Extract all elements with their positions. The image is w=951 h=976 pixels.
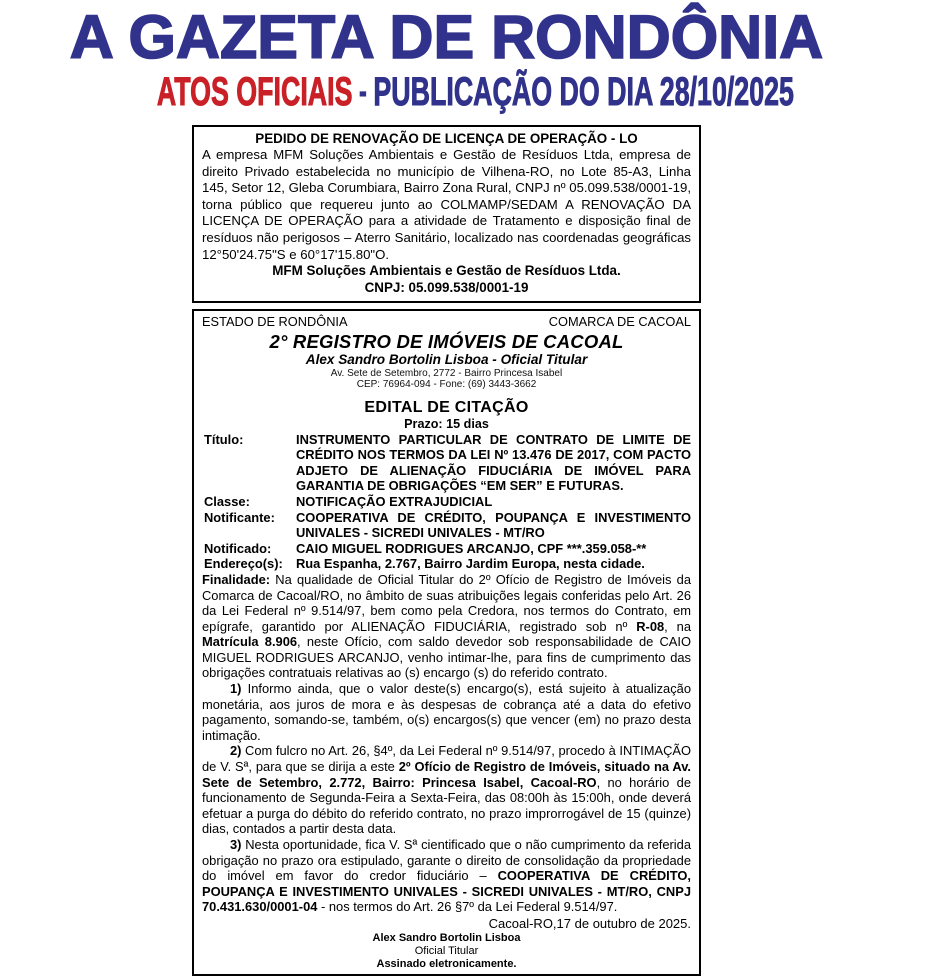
field-label-notificado: Notificado: (204, 540, 272, 556)
license-company-name: MFM Soluções Ambientais e Gestão de Resíduos Ltda. (272, 263, 621, 279)
registry-contact: CEP: 76964-094 - Fone: (69) 3443-3662 (356, 379, 537, 391)
item-paragraph-1: 1) Informo ainda, que o valor deste(s) encargo(s), está sujeito à atualização monetária, aos juros de mora e às despesas de cobrança até a data do efetivo pagamento, somando-se, também, o(s) encargos(s) que vencer (em) no prazo desta intimação. (202, 681, 691, 743)
item-paragraph-3: 3) Nesta oportunidade, fica V. Sª cientificado que o não cumprimento da referida obrigação no prazo ora estipulado, garante o direito de consolidação da propriedade do imóvel em favor do credor fiduciário – COOPERATIVA DE CRÉDITO, POUPANÇA E INVESTIMENTO UNIVALES - SICREDI UNIVALES - MT/RO, CNPJ 70.431.630/0001-04 - nos termos do Art. 26 §7º da Lei Federal 9.514/97. (202, 837, 691, 915)
signer-role: Oficial Titular (414, 944, 479, 957)
newspaper-title: A GAZETA DE RONDÔNIA (69, 3, 824, 71)
registry-title: 2° REGISTRO DE IMÓVEIS DE CACOAL (269, 330, 624, 352)
finalidade-paragraph: Finalidade: Na qualidade de Oficial Titular do 2º Ofício de Registro de Imóveis da Comarca de Cacoal/RO, no âmbito de suas atribuições legais conferidas pelo Art. 26 da Lei Federal nº 9.514/97, bem como pela Credora, nos termos do Contrato, em epígrafe, garantido por ALIENAÇÃO FIDUCIÁRIA, registrado sob nº R-08, na Matrícula 8.906, neste Ofício, com saldo devedor sob responsabilidade de CAIO MIGUEL RODRIGUES ARCANJO, venho intimar-lhe, para fins de cumprimento das obrigações contratuais relativas ao (s) encargo (s) do referido contrato. (202, 571, 691, 681)
comarca-label: COMARCA DE CACOAL (548, 313, 691, 329)
signature-note: Assinado eletronicamente. (376, 957, 517, 970)
license-company-cnpj: CNPJ: 05.099.538/0001-19 (364, 279, 529, 295)
item-paragraph-2: 2) Com fulcro no Art. 26, §4º, da Lei Federal nº 9.514/97, procedo à INTIMAÇÃO de V. Sª, para que se dirija a este 2º Ofício de Registro de Imóveis, situado na Av. Sete de Setembro, 2.772, Bairro: Princesa Isabel, Cacoal-RO, no horário de funcionamento de Segunda-Feira a Sexta-Feira, das 08:00h às 15:00h, onde deverá efetuar a purga do débito do referido contrato, no prazo improrrogável de 15 (quinze) dias, contados a partir desta data. (202, 743, 691, 837)
state-label: ESTADO DE RONDÔNIA (202, 313, 348, 329)
field-value-titulo: INSTRUMENTO PARTICULAR DE CONTRATO DE LIMITE DE CRÉDITO NOS TERMOS DA LEI Nº 13.476 DE 2017, COM PACTO ADJETO DE ALIENAÇÃO FIDUCIÁRIA DE IMÓVEL PARA GARANTIA DE OBRIGAÇÕES “EM SER” E FUTURAS. (296, 431, 691, 494)
edital-fields (202, 432, 691, 572)
edital-title: EDITAL DE CITAÇÃO (364, 398, 529, 416)
field-label-notificante: Notificante: (204, 509, 275, 525)
license-notice-title: PEDIDO DE RENOVAÇÃO DE LICENÇA DE OPERAÇÃO - LO (255, 131, 638, 146)
signer-name: Alex Sandro Bortolin Lisboa (372, 931, 521, 944)
registry-address: Av. Sete de Setembro, 2772 - Bairro Princesa Isabel (330, 367, 563, 379)
field-value-classe: NOTIFICAÇÃO EXTRAJUDICIAL (296, 493, 493, 509)
field-value-endereco: Rua Espanha, 2.767, Bairro Jardim Europa, nesta cidade. (296, 556, 645, 572)
field-label-classe: Classe: (204, 493, 250, 509)
masthead (0, 0, 893, 115)
field-value-notificado: CAIO MIGUEL RODRIGUES ARCANJO, CPF ***.359.058-** (296, 540, 647, 556)
date-line: Cacoal-RO,17 de outubro de 2025. (488, 915, 691, 931)
field-label-endereco: Endereço(s): (204, 556, 283, 572)
publication-date-label: PUBLICAÇÃO DO DIA 28/10/2025 (373, 70, 794, 114)
registry-officer: Alex Sandro Bortolin Lisboa - Oficial Titular (305, 351, 588, 367)
masthead-subtitle (0, 71, 893, 115)
atos-oficiais-label: ATOS OFICIAIS (156, 70, 353, 114)
field-label-titulo: Título: (204, 431, 244, 447)
edital-notice-box (192, 309, 701, 976)
field-value-notificante: COOPERATIVA DE CRÉDITO, POUPANÇA E INVESTIMENTO UNIVALES - SICREDI UNIVALES - MT/RO (296, 509, 691, 541)
signature-block (202, 932, 691, 970)
license-notice-body: A empresa MFM Soluções Ambientais e Gestão de Resíduos Ltda, empresa de direito Privado estabelecida no município de Vilhena-RO, no Lote 85-A3, Linha 145, Setor 12, Gleba Corumbiara, Bairro Zona Rural, CNPJ nº 05.099.538/0001-19, torna público que requereu junto ao COLMAMP/SEDAM A RENOVAÇÃO DA LICENÇA DE OPERAÇÃO para a atividade de Tratamento e disposição final de resíduos não perigosos – Aterro Sanitário, localizado nas coordenadas geográficas 12°50'24.75"S e 60°17'15.80"O. (202, 147, 691, 262)
masthead-subtitle-line (157, 71, 794, 113)
subtitle-separator: - (359, 73, 367, 111)
license-notice-box (192, 125, 701, 303)
edital-header-row (202, 314, 691, 330)
edital-deadline: Prazo: 15 dias (404, 416, 489, 431)
